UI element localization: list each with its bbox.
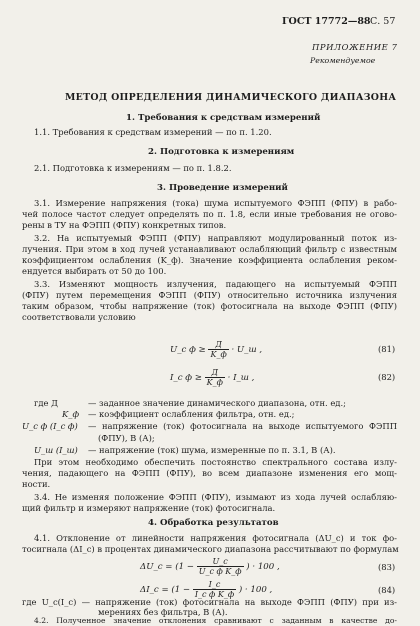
- paragraph-3-2-line: коэффициентом ослабления (K_ф). Значение коэффициента ослабления реком-: [22, 255, 397, 265]
- legend-symbol: K_ф: [62, 409, 79, 419]
- fraction-denominator: K_ф: [206, 378, 223, 387]
- section-2-heading: 2. Подготовка к измерениям: [148, 147, 295, 157]
- section-4-heading: 4. Обработка результатов: [148, 518, 279, 528]
- formula-81: [170, 340, 262, 359]
- paragraph-3-3-line: (ФПУ) путем перемещения ФЭПП (ФПУ) относительно источника излучения: [22, 290, 397, 300]
- formula-rhs: · U_ш ,: [231, 345, 263, 355]
- paragraph-3-3-line: соответствовали условию: [22, 312, 136, 322]
- fraction-denominator: K_ф: [210, 350, 227, 359]
- appendix-status: Рекомендуемое: [310, 56, 376, 65]
- document-title: МЕТОД ОПРЕДЕЛЕНИЯ ДИНАМИЧЕСКОГО ДИАПАЗОНА: [65, 92, 397, 103]
- legend-text: — коэффициент ослабления фильтра, отн. ед.;: [88, 409, 295, 419]
- legend-text: — напряжение (ток) шума, измеренные по п. 3.1, В (А).: [88, 445, 336, 455]
- formula-rhs: · I_ш ,: [227, 373, 255, 383]
- paragraph-4-1-line: тосигнала (ΔI_с) в процентах динамического диапазона рассчитывают по формулам: [22, 544, 399, 554]
- formula-fraction: [208, 340, 228, 359]
- paragraph-4-2-line: 4.2. Полученное значение отклонения сравнивают с заданным в качестве до-: [34, 616, 397, 625]
- note-line: При этом необходимо обеспечить постоянство спектрального состава излу-: [34, 457, 397, 467]
- paragraph-3-1-line: 3.1. Измерение напряжения (тока) шума испытуемого ФЭПП (ФПУ) в рабо-: [34, 198, 397, 208]
- legend-symbol: U_с ф (I_с ф): [22, 421, 78, 431]
- formula-lhs: ΔI_с = (1 −: [140, 585, 191, 595]
- paragraph-3-2-line: ендуется выбирать от 50 до 100.: [22, 266, 167, 276]
- formula-rhs: ) · 100 ,: [238, 585, 273, 595]
- legend-line: мерениях без фильтра, В (А).: [98, 607, 228, 617]
- formula-number-82: (82): [378, 372, 396, 382]
- note-line: чения, падающего на ФЭПП (ФПУ), во всем диапазоне изменения его мощ-: [22, 468, 397, 478]
- paragraph-1-1: 1.1. Требования к средствам измерений — по п. 1.20.: [34, 127, 272, 137]
- formula-number-83: (83): [378, 562, 396, 572]
- legend-symbol: где Д: [34, 398, 58, 408]
- fraction-numerator: I_с: [193, 580, 236, 590]
- formula-83: [140, 557, 280, 576]
- paragraph-3-3-line: 3.3. Изменяют мощность излучения, падающего на испытуемый ФЭПП: [34, 279, 397, 289]
- section-3-heading: 3. Проведение измерений: [157, 183, 288, 193]
- paragraph-3-4-line: щий фильтр и измеряют напряжение (ток) фотосигнала.: [22, 503, 276, 513]
- fraction-numerator: Д: [208, 340, 228, 350]
- paragraph-3-2-line: 3.2. На испытуемый ФЭПП (ФПУ) направляют модулированный поток из-: [34, 233, 397, 243]
- legend-symbol: U_ш (I_ш): [34, 445, 78, 455]
- formula-number-81: (81): [378, 344, 396, 354]
- paragraph-3-1-line: чей полосе частот следует определять по п. 1.8, если иные требования не огово-: [22, 209, 397, 219]
- legend-text: — заданное значение динамического диапазона, отн. ед.;: [88, 398, 346, 408]
- formula-fraction: [197, 557, 244, 576]
- formula-fraction: [205, 368, 225, 387]
- note-line: ности.: [22, 479, 51, 489]
- paragraph-3-2-line: лучения. При этом в ход лучей устанавливают ослабляющий фильтр с известным: [22, 244, 397, 254]
- paragraph-4-1-line: 4.1. Отклонение от линейности напряжения фотосигнала (ΔU_с) и ток фо-: [34, 533, 397, 543]
- formula-82: [170, 368, 254, 387]
- formula-lhs: I_с ф ≥: [170, 373, 202, 383]
- standard-number: ГОСТ 17772—88: [282, 16, 371, 27]
- formula-rhs: ) · 100 ,: [246, 562, 280, 572]
- formula-lhs: ΔU_с = (1 −: [140, 562, 194, 572]
- paragraph-2-1: 2.1. Подготовка к измерениям — по п. 1.8.2.: [34, 163, 232, 173]
- appendix-title: ПРИЛОЖЕНИЕ 7: [312, 42, 398, 52]
- paragraph-3-3-line: таким образом, чтобы напряжение (ток) фотосигнала на выходе ФЭПП (ФПУ): [22, 301, 397, 311]
- paragraph-3-1-line: рены в ТУ на ФЭПП (ФПУ) конкретных типов.: [22, 220, 227, 230]
- formula-number-84: (84): [378, 585, 396, 595]
- fraction-denominator: U_с ф K_ф: [198, 567, 242, 576]
- fraction-denominator: I_с ф K_ф: [194, 590, 235, 599]
- legend-text: — напряжение (ток) фотосигнала на выходе испытуемого ФЭПП: [88, 421, 397, 431]
- section-1-heading: 1. Требования к средствам измерений: [126, 113, 321, 123]
- legend-text: (ФПУ), В (А);: [98, 433, 155, 443]
- fraction-numerator: U_с: [197, 557, 244, 567]
- page-number: С. 57: [370, 16, 396, 27]
- formula-lhs: U_с ф ≥: [170, 345, 206, 355]
- legend-line: где U_с(I_с) — напряжение (ток) фотосигнала на выходе ФЭПП (ФПУ) при из-: [22, 597, 397, 607]
- paragraph-3-4-line: 3.4. Не изменяя положение ФЭПП (ФПУ), изымают из хода лучей ослабляю-: [34, 492, 397, 502]
- fraction-numerator: Д: [205, 368, 225, 378]
